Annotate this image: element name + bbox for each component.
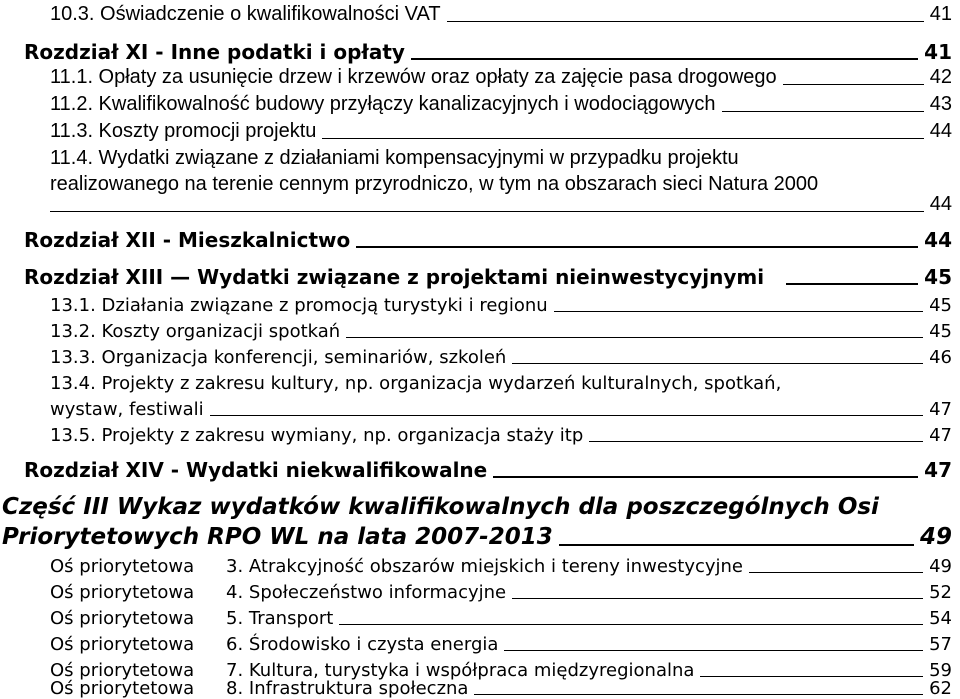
leader-line [447,21,924,22]
toc-chapter-page: 47 [924,458,952,482]
toc-entry-title-cont: wystaw, festiwali [50,399,204,420]
toc-chapter[interactable] [0,222,960,252]
toc-part-title-cont: Priorytetowych RPO WL na lata 2007-2013 [2,524,553,550]
toc-entry[interactable] [0,416,960,446]
toc-chapter[interactable] [0,452,960,482]
leader-line [474,694,923,695]
toc-chapter[interactable] [0,259,960,289]
axis-label: Oś priorytetowa [50,582,195,603]
toc-entry-page: 45 [929,295,952,316]
toc-entry-title: 11.4. Wydatki związane z działaniami kompensacyjnymi w przypadku projektu [50,147,739,169]
toc-entry-page: 41 [929,3,952,25]
axis-title: 6. Środowisko i czysta energia [226,634,499,655]
leader-line [559,544,914,546]
toc-entry[interactable] [0,0,960,26]
toc-entry[interactable] [0,59,960,89]
toc-entry-title-cont: realizowanego na terenie cennym przyrodniczo, w tym na obszarach sieci Natura 2000 [50,173,819,195]
axis-label: Oś priorytetowa [50,660,195,681]
axis-label: Oś priorytetowa [50,556,195,577]
toc-part-page: 49 [919,524,952,550]
axis-page: 57 [929,634,952,655]
toc-chapter-title: Rozdział XI - Inne podatki i opłaty [24,40,405,64]
leader-line [786,283,918,285]
axis-title: 8. Infrastruktura społeczna [226,678,469,699]
leader-line [50,211,924,212]
axis-label: Oś priorytetowa [50,608,195,629]
toc-entry-page-line[interactable] [0,186,960,216]
toc-entry-title: 11.3. Koszty promocji projektu [50,120,317,142]
toc-entry-page: 44 [929,193,952,215]
toc-chapter-page: 45 [924,265,952,289]
toc-entry-title: 13.2. Koszty organizacji spotkań [50,321,341,342]
toc-entry-page: 43 [929,93,952,115]
leader-line [322,138,923,139]
leader-line [493,476,918,478]
toc-entry-title: 11.2. Kwalifikowalność budowy przyłączy kanalizacyjnych i wodociągowych [50,93,716,115]
toc-entry-page: 47 [929,425,952,446]
leader-line [722,111,924,112]
leader-line [589,441,923,442]
toc-part-line1[interactable] [0,490,960,520]
toc-entry-page: 46 [929,347,952,368]
toc-part-line2[interactable] [0,520,960,550]
leader-line [783,84,924,85]
toc-part-title: Część III Wykaz wydatków kwalifikowalnych dla poszczególnych Osi [2,494,879,520]
toc-entry-page: 47 [929,399,952,420]
toc-entry[interactable] [0,86,960,116]
toc-entry[interactable] [0,113,960,143]
axis-page: 62 [929,678,952,699]
axis-title: 4. Społeczeństwo informacyjne [226,582,507,603]
toc-chapter-title: Rozdział XIII — Wydatki związane z projektami nieinwestycyjnymi [24,265,765,289]
leader-line [356,246,918,248]
toc-chapter-page: 44 [924,228,952,252]
axis-page: 59 [929,660,952,681]
axis-title: 7. Kultura, turystyka i współpraca międzyregionalna [226,660,695,681]
toc-entry-title: 13.4. Projekty z zakresu kultury, np. organizacja wydarzeń kulturalnych, spotkań, [50,373,782,394]
toc-entry-page: 44 [929,120,952,142]
toc-chapter-page: 41 [924,40,952,64]
toc-entry-title: 13.1. Działania związane z promocją turystyki i regionu [50,295,548,316]
toc-entry-page: 42 [929,66,952,88]
toc-entry-title: 11.1. Opłaty za usunięcie drzew i krzewów oraz opłaty za zajęcie pasa drogowego [50,66,777,88]
toc-entry-title: 13.5. Projekty z zakresu wymiany, np. organizacja staży itp [50,425,584,446]
toc-entry-page: 45 [929,321,952,342]
toc-chapter-title: Rozdział XIV - Wydatki niekwalifikowalne [24,458,488,482]
axis-title: 5. Transport [226,608,334,629]
axis-page: 49 [929,556,952,577]
toc-axis-entry[interactable] [0,675,960,699]
toc-chapter-title: Rozdział XII - Mieszkalnictwo [24,228,351,252]
axis-page: 52 [929,582,952,603]
axis-label: Oś priorytetowa [50,678,195,699]
axis-title: 3. Atrakcyjność obszarów miejskich i tereny inwestycyjne [226,556,744,577]
axis-page: 54 [929,608,952,629]
axis-label: Oś priorytetowa [50,634,195,655]
toc-entry-title: 13.3. Organizacja konferencji, seminariów, szkoleń [50,347,507,368]
toc-entry-title: 10.3. Oświadczenie o kwalifikowalności VAT [50,3,441,25]
